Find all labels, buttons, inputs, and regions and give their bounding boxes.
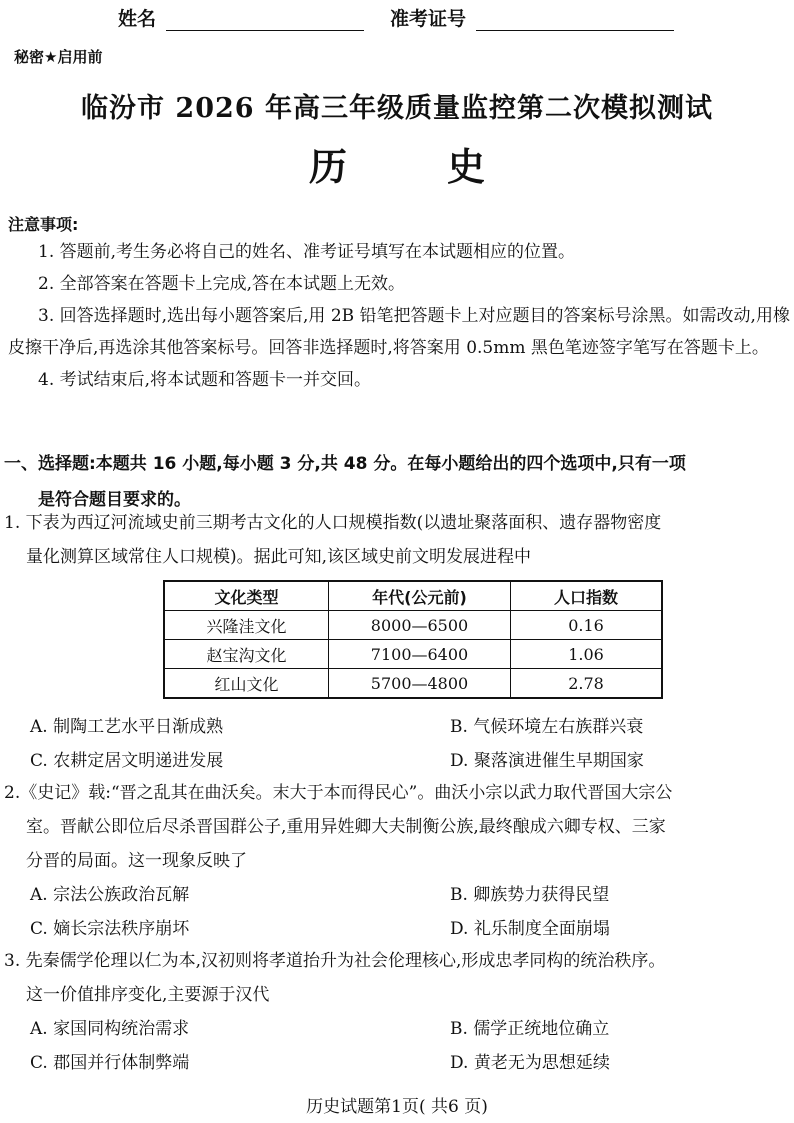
option-a: A. 家国同构统治需求 — [30, 1019, 190, 1039]
table-cell: 7100—6400 — [329, 640, 511, 669]
table-cell: 5700—4800 — [329, 669, 511, 699]
question-stem-line: 分晋的局面。这一现象反映了 — [26, 851, 247, 871]
option-d: D. 黄老无为思想延续 — [450, 1053, 610, 1073]
question-stem-line: 3. 先秦儒学伦理以仁为本,汉初则将孝道抬升为社会伦理核心,形成忠孝同构的统治秩序。 — [4, 951, 666, 971]
table-cell: 红山文化 — [164, 669, 329, 699]
table-row — [164, 611, 662, 640]
table-cell: 8000—6500 — [329, 611, 511, 640]
table-cell: 1.06 — [511, 640, 663, 669]
table-cell: 2.78 — [511, 669, 663, 699]
exam-title: 临汾市 2026 年高三年级质量监控第二次模拟测试 — [81, 93, 713, 124]
notice-item: 4. 考试结束后,将本试题和答题卡一并交回。 — [38, 370, 372, 390]
notice-list — [8, 236, 790, 396]
notice-item: 2. 全部答案在答题卡上完成,答在本试题上无效。 — [38, 274, 406, 294]
exam-id-label: 准考证号 — [390, 8, 467, 30]
table-cell: 赵宝沟文化 — [164, 640, 329, 669]
exam-id-field — [390, 4, 674, 31]
option-b: B. 儒学正统地位确立 — [450, 1019, 610, 1039]
question-stem-line: 这一价值排序变化,主要源于汉代 — [26, 985, 270, 1005]
table-header-cell: 年代(公元前) — [329, 581, 511, 611]
question-stem-line: 1. 下表为西辽河流域史前三期考古文化的人口规模指数(以遗址聚落面积、遗存器物密度 — [4, 513, 662, 533]
option-b: B. 卿族势力获得民望 — [450, 885, 610, 905]
option-c: C. 嫡长宗法秩序崩坏 — [30, 919, 190, 939]
section-heading-line2: 是符合题目要求的。 — [38, 490, 191, 510]
page-footer: 历史试题第1页( 共6 页) — [306, 1097, 488, 1117]
name-field — [118, 4, 364, 31]
question-3-stem — [4, 944, 790, 1012]
name-label: 姓名 — [118, 8, 157, 30]
question-1-stem — [4, 506, 790, 574]
population-index-table — [163, 580, 663, 699]
notice-title: 注意事项: — [8, 215, 79, 234]
option-c: C. 农耕定居文明递进发展 — [30, 751, 224, 771]
table-header-cell: 文化类型 — [164, 581, 329, 611]
question-stem-line: 2.《史记》载:“晋之乱其在曲沃矣。末大于本而得民心”。曲沃小宗以武力取代晋国大宗公 — [4, 783, 673, 803]
table-header-row — [164, 581, 662, 611]
table-cell: 兴隆洼文化 — [164, 611, 329, 640]
option-a: A. 宗法公族政治瓦解 — [30, 885, 190, 905]
option-d: D. 聚落演进催生早期国家 — [450, 751, 644, 771]
table-header-cell: 人口指数 — [511, 581, 663, 611]
exam-id-blank-line — [476, 10, 674, 31]
notice-item: 3. 回答选择题时,选出每小题答案后,用 2B 铅笔把答题卡上对应题目的答案标号涂黑。如需改动,用橡皮擦干净后,再选涂其他答案标号。回答非选择题时,将答案用 0.5mm 黑色笔迹签字笔写在答题卡上。 — [8, 306, 790, 358]
option-a: A. 制陶工艺水平日渐成熟 — [30, 717, 224, 737]
table-cell: 0.16 — [511, 611, 663, 640]
question-stem-line: 室。晋献公即位后尽杀晋国群公子,重用异姓卿大夫制衡公族,最终酿成六卿专权、三家 — [26, 817, 666, 837]
option-c: C. 郡国并行体制弊端 — [30, 1053, 190, 1073]
secret-label: 秘密★启用前 — [14, 48, 103, 66]
question-2-stem — [4, 776, 790, 878]
name-blank-line — [166, 10, 364, 31]
subject-title: 历史 — [308, 145, 585, 189]
notice-item: 1. 答题前,考生务必将自己的姓名、准考证号填写在本试题相应的位置。 — [38, 242, 576, 262]
option-d: D. 礼乐制度全面崩塌 — [450, 919, 610, 939]
question-stem-line: 量化测算区域常住人口规模)。据此可知,该区域史前文明发展进程中 — [26, 547, 532, 567]
table-row — [164, 669, 662, 699]
section-heading-line1: 一、选择题:本题共 16 小题,每小题 3 分,共 48 分。在每小题给出的四个选项中,只有一项 — [4, 454, 686, 474]
option-b: B. 气候环境左右族群兴衰 — [450, 717, 644, 737]
table-row — [164, 640, 662, 669]
